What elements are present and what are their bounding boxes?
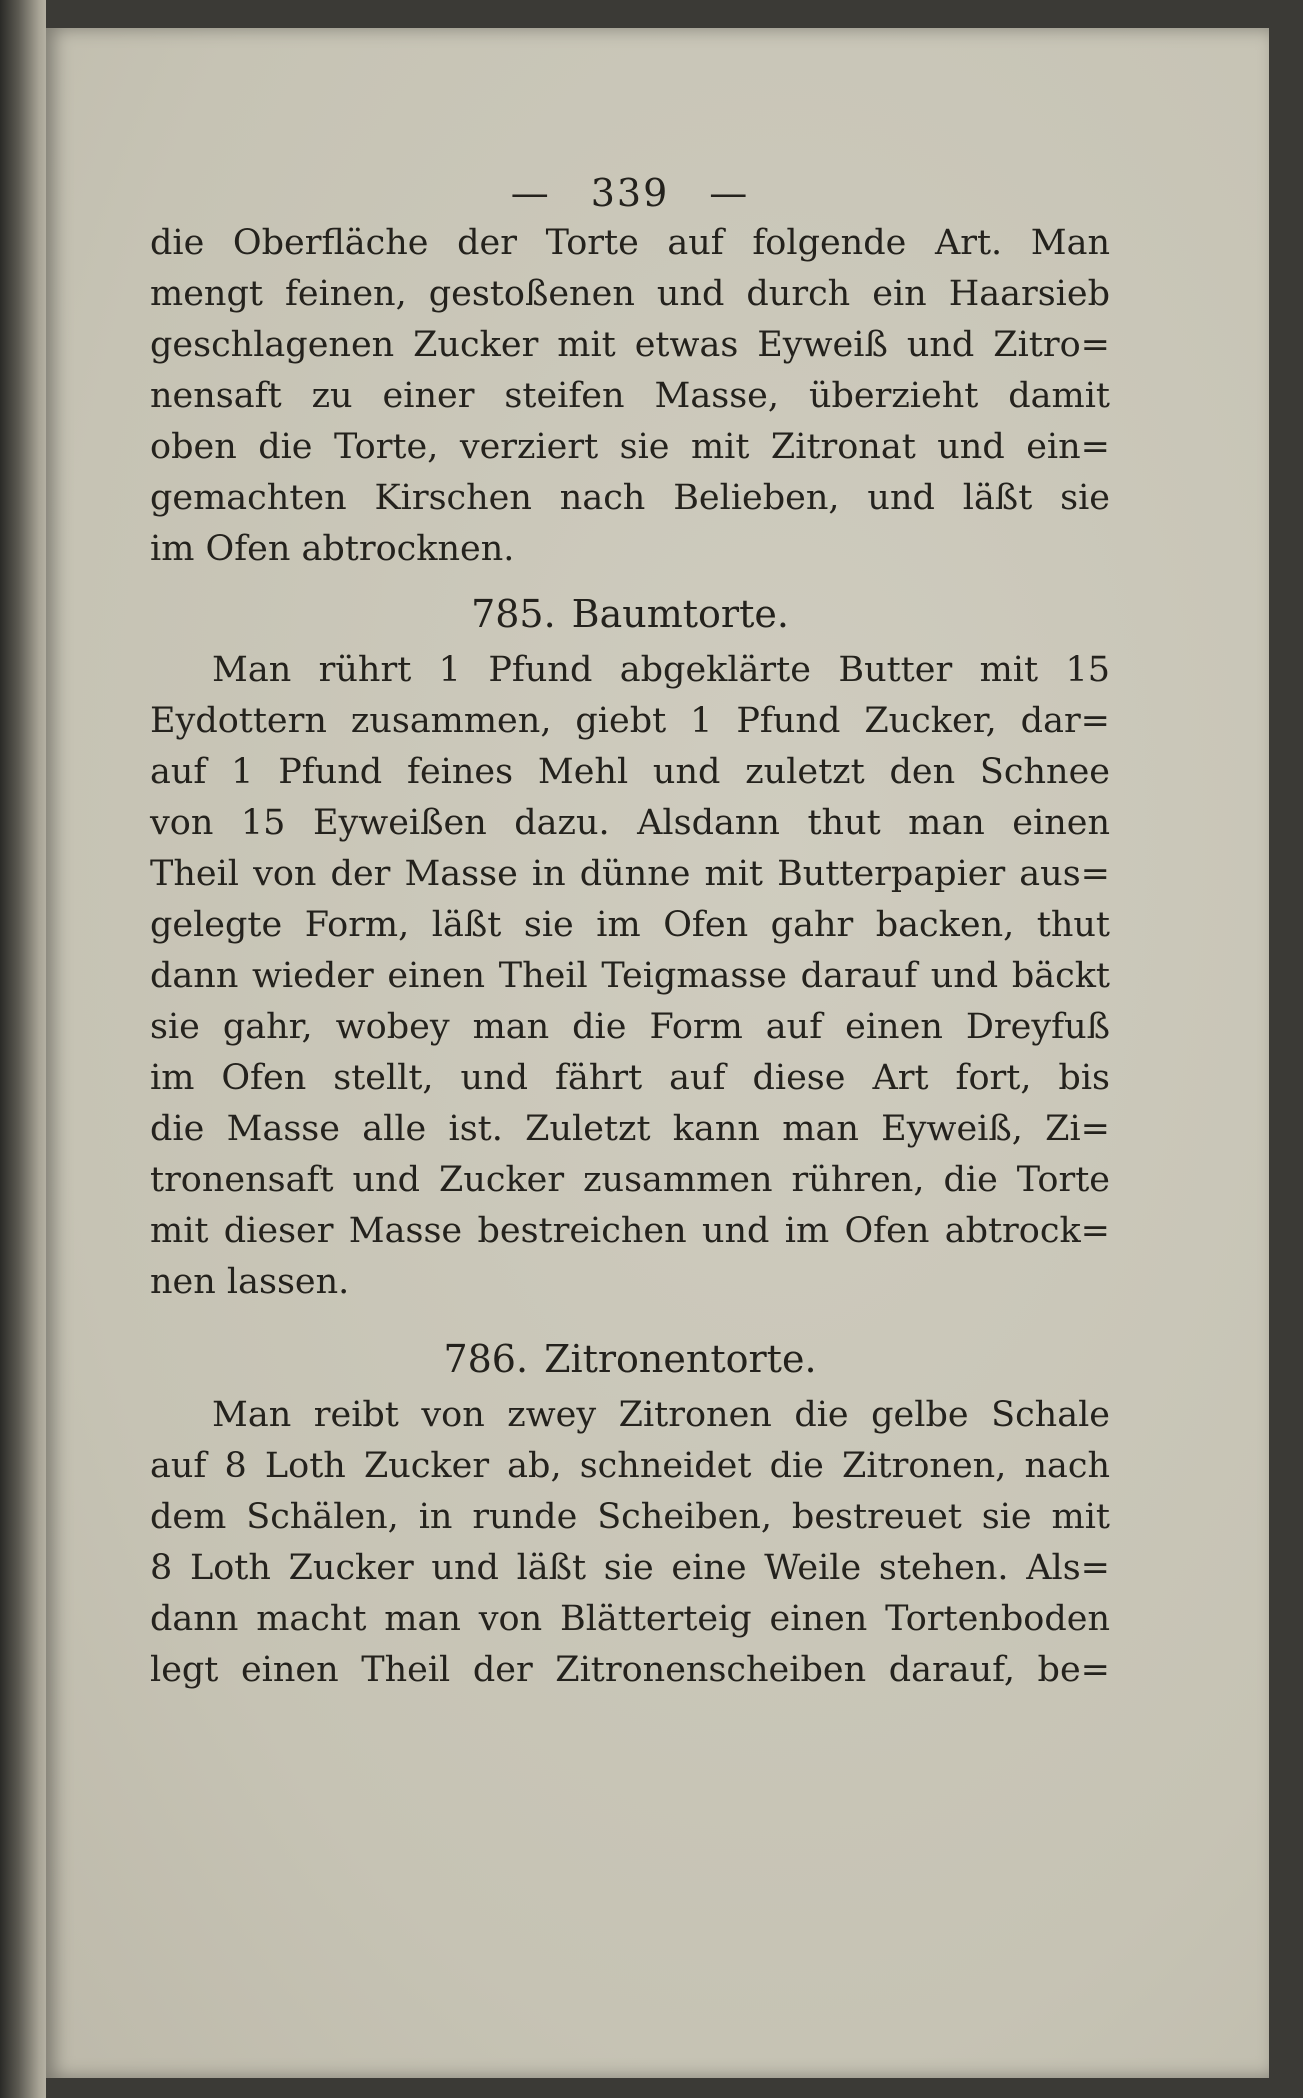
text-line: Theil von der Masse in dünne mit Butterpapier aus= [150,854,1110,894]
text-line: dann wieder einen Theil Teigmasse darauf und bäckt [150,956,1110,996]
text-line: mengt feinen, gestoßenen und durch ein Haarsieb [150,274,1110,314]
text-line: im Ofen abtrocknen. [150,529,515,569]
page-text [150,168,1110,1696]
recipe-786-title: Zitronentorte. [544,1337,817,1381]
text-line: nensaft zu einer steifen Masse, überzieht damit [150,376,1110,416]
text-line: gemachten Kirschen nach Belieben, und läßt sie [150,478,1110,518]
recipe-785-body [150,645,1110,1308]
header-dash-right: — [709,171,750,215]
text-line: mit dieser Masse bestreichen und im Ofen abtrock= [150,1211,1110,1251]
text-line: sie gahr, wobey man die Form auf einen Dreyfuß [150,1007,1110,1047]
text-line: Eydottern zusammen, giebt 1 Pfund Zucker, dar= [150,701,1110,741]
text-line: Man rührt 1 Pfund abgeklärte Butter mit 15 [212,650,1110,690]
text-line: legt einen Theil der Zitronenscheiben darauf, be= [150,1650,1110,1690]
text-line: die Masse alle ist. Zuletzt kann man Eyweiß, Zi= [150,1109,1110,1149]
text-line: die Oberfläche der Torte auf folgende Art. Man [150,223,1110,263]
text-line: im Ofen stellt, und fährt auf diese Art fort, bis [150,1058,1110,1098]
text-line: tronensaft und Zucker zusammen rühren, die Torte [150,1160,1110,1200]
text-line: auf 1 Pfund feines Mehl und zuletzt den Schnee [150,752,1110,792]
recipe-785-heading [150,583,1110,645]
intro-paragraph [150,218,1110,575]
page-number: 339 [590,171,670,215]
text-line: gelegte Form, läßt sie im Ofen gahr backen, thut [150,905,1110,945]
page-header [150,168,1110,218]
text-line: 8 Loth Zucker und läßt sie eine Weile stehen. Als= [150,1548,1110,1588]
header-dash-left: — [510,171,551,215]
text-line: oben die Torte, verziert sie mit Zitronat und ein= [150,427,1110,467]
recipe-786-heading [150,1328,1110,1390]
text-line: von 15 Eyweißen dazu. Alsdann thut man einen [150,803,1110,843]
book-page [46,28,1269,2078]
recipe-786-body [150,1390,1110,1696]
text-line: nen lassen. [150,1262,350,1302]
recipe-785-number: 785. [471,592,556,636]
text-line: dann macht man von Blätterteig einen Tortenboden [150,1599,1110,1639]
recipe-786-number: 786. [443,1337,529,1381]
text-line: Man reibt von zwey Zitronen die gelbe Schale [212,1395,1110,1435]
facing-page-edge [0,0,46,2098]
text-line: dem Schälen, in runde Scheiben, bestreuet sie mit [150,1497,1110,1537]
recipe-785-title: Baumtorte. [571,592,789,636]
text-line: auf 8 Loth Zucker ab, schneidet die Zitronen, nach [150,1446,1110,1486]
text-line: geschlagenen Zucker mit etwas Eyweiß und Zitro= [150,325,1110,365]
